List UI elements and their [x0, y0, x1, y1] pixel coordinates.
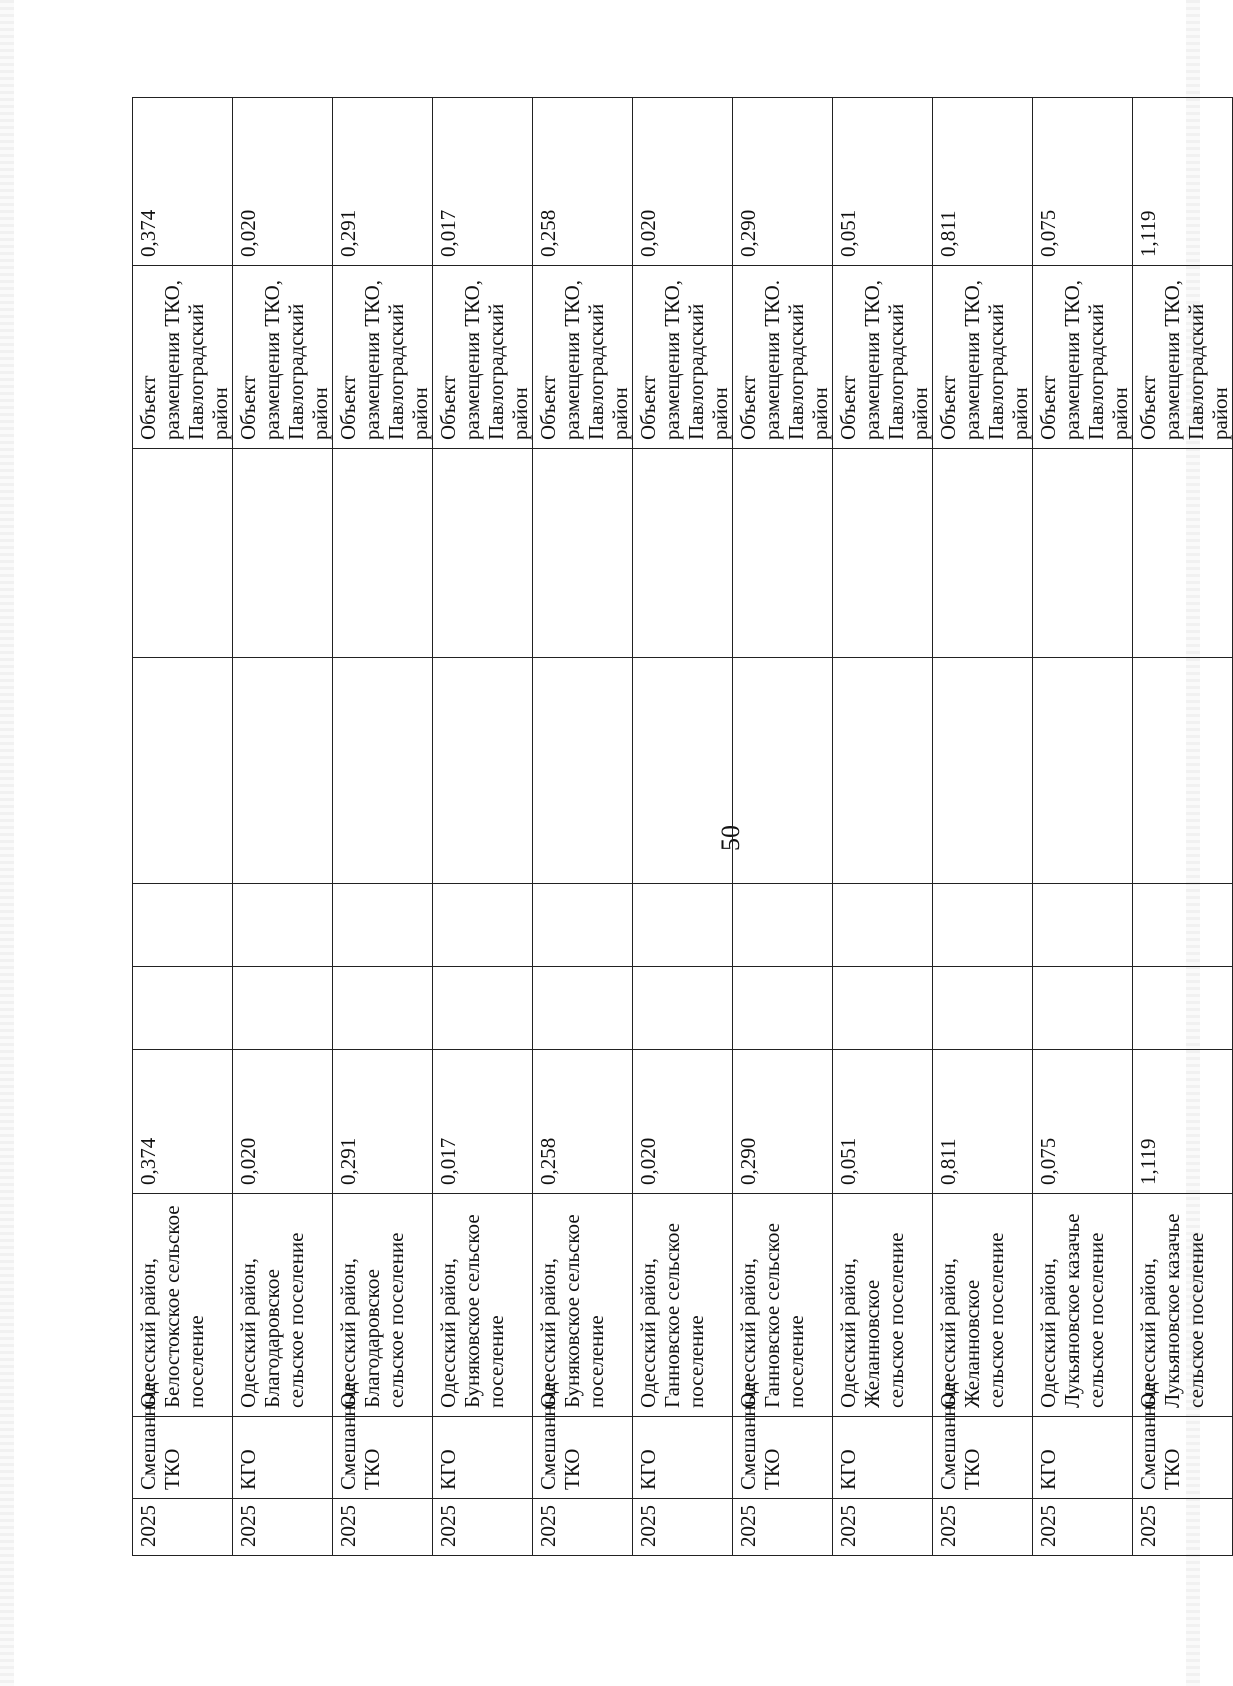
amount-cell: 0,291 — [333, 1050, 433, 1194]
empty-cell — [333, 884, 433, 967]
empty-cell — [833, 967, 933, 1050]
destination-cell: Объект размещения ТКО, Павлоградский район — [433, 266, 533, 449]
source-location-cell: Одесский район, Желанновское сельское поселение — [833, 1194, 933, 1417]
empty-cell — [233, 449, 333, 658]
source-location-cell: Одесский район, Лукьяновское казачье сельское поселение — [1033, 1194, 1133, 1417]
empty-cell — [1033, 658, 1133, 884]
source-location-cell: Одесский район, Благодаровское сельское поселение — [333, 1194, 433, 1417]
empty-cell — [933, 967, 1033, 1050]
source-location-cell: Одесский район, Ганновское сельское поселение — [733, 1194, 833, 1417]
destination-amount-cell: 0,020 — [233, 98, 333, 266]
table-row — [433, 98, 533, 1556]
table-row — [333, 98, 433, 1556]
destination-cell: Объект размещения ТКО, Павлоградский район — [233, 266, 333, 449]
table-row — [933, 98, 1033, 1556]
destination-amount-cell: 0,075 — [1033, 98, 1133, 266]
destination-amount-cell: 0,258 — [533, 98, 633, 266]
empty-cell — [433, 884, 533, 967]
source-location-cell: Одесский район, Белостокское сельское поселение — [133, 1194, 233, 1417]
waste-type-cell: Смешанные ТКО — [533, 1417, 633, 1499]
empty-cell — [233, 658, 333, 884]
empty-cell — [1033, 449, 1133, 658]
waste-type-cell: КГО — [233, 1417, 333, 1499]
scan-edge-left — [0, 0, 14, 1686]
empty-cell — [133, 967, 233, 1050]
empty-cell — [533, 884, 633, 967]
empty-cell — [833, 658, 933, 884]
destination-cell: Объект размещения ТКО, Павлоградский район — [133, 266, 233, 449]
table-row — [133, 98, 233, 1556]
empty-cell — [133, 658, 233, 884]
amount-cell: 0,017 — [433, 1050, 533, 1194]
waste-flow-table — [132, 97, 1233, 1556]
source-location-cell: Одесский район, Желанновское сельское поселение — [933, 1194, 1033, 1417]
year-cell: 2025 — [433, 1499, 533, 1556]
amount-cell: 0,258 — [533, 1050, 633, 1194]
destination-cell: Объект размещения ТКО, Павлоградский район — [1133, 266, 1233, 449]
destination-cell: Объект размещения ТКО, Павлоградский район — [633, 266, 733, 449]
destination-amount-cell: 0,291 — [333, 98, 433, 266]
empty-cell — [333, 967, 433, 1050]
table-body — [133, 98, 1233, 1556]
empty-cell — [1033, 967, 1133, 1050]
empty-cell — [133, 884, 233, 967]
amount-cell: 0,020 — [233, 1050, 333, 1194]
empty-cell — [933, 449, 1033, 658]
waste-type-cell: Смешанные ТКО — [733, 1417, 833, 1499]
empty-cell — [633, 967, 733, 1050]
destination-cell: Объект размещения ТКО, Павлоградский район — [533, 266, 633, 449]
destination-cell: Объект размещения ТКО. Павлоградский район — [733, 266, 833, 449]
table-row — [733, 98, 833, 1556]
waste-type-cell: Смешанные ТКО — [133, 1417, 233, 1499]
amount-cell: 0,374 — [133, 1050, 233, 1194]
amount-cell: 0,290 — [733, 1050, 833, 1194]
empty-cell — [433, 449, 533, 658]
destination-cell: Объект размещения ТКО, Павлоградский район — [1033, 266, 1133, 449]
year-cell: 2025 — [733, 1499, 833, 1556]
empty-cell — [1133, 449, 1233, 658]
empty-cell — [433, 967, 533, 1050]
empty-cell — [733, 884, 833, 967]
table-row — [1133, 98, 1233, 1556]
empty-cell — [233, 884, 333, 967]
destination-amount-cell: 0,020 — [633, 98, 733, 266]
year-cell: 2025 — [533, 1499, 633, 1556]
waste-type-cell: КГО — [433, 1417, 533, 1499]
empty-cell — [633, 658, 733, 884]
empty-cell — [833, 449, 933, 658]
waste-type-cell: КГО — [833, 1417, 933, 1499]
empty-cell — [1133, 884, 1233, 967]
page-number: 50 — [716, 825, 745, 851]
destination-amount-cell: 1,119 — [1133, 98, 1233, 266]
destination-cell: Объект размещения ТКО, Павлоградский район — [933, 266, 1033, 449]
waste-type-cell: КГО — [633, 1417, 733, 1499]
amount-cell: 0,811 — [933, 1050, 1033, 1194]
destination-amount-cell: 0,374 — [133, 98, 233, 266]
source-location-cell: Одесский район, Буняковское сельское поселение — [433, 1194, 533, 1417]
empty-cell — [333, 449, 433, 658]
empty-cell — [1133, 658, 1233, 884]
destination-amount-cell: 0,811 — [933, 98, 1033, 266]
empty-cell — [1133, 967, 1233, 1050]
source-location-cell: Одесский район, Благодаровское сельское поселение — [233, 1194, 333, 1417]
table-row — [833, 98, 933, 1556]
year-cell: 2025 — [1133, 1499, 1233, 1556]
empty-cell — [633, 449, 733, 658]
year-cell: 2025 — [133, 1499, 233, 1556]
waste-type-cell: Смешанные ТКО — [333, 1417, 433, 1499]
empty-cell — [733, 449, 833, 658]
empty-cell — [533, 967, 633, 1050]
empty-cell — [233, 967, 333, 1050]
source-location-cell: Одесский район, Лукьяновское казачье сельское поселение — [1133, 1194, 1233, 1417]
table-row — [633, 98, 733, 1556]
year-cell: 2025 — [633, 1499, 733, 1556]
table-row — [533, 98, 633, 1556]
empty-cell — [333, 658, 433, 884]
year-cell: 2025 — [333, 1499, 433, 1556]
destination-amount-cell: 0,017 — [433, 98, 533, 266]
rotated-table-container — [132, 98, 1232, 1556]
waste-type-cell: КГО — [1033, 1417, 1133, 1499]
empty-cell — [1033, 884, 1133, 967]
empty-cell — [133, 449, 233, 658]
destination-amount-cell: 0,290 — [733, 98, 833, 266]
amount-cell: 1,119 — [1133, 1050, 1233, 1194]
waste-type-cell: Смешанные ТКО — [1133, 1417, 1233, 1499]
amount-cell: 0,051 — [833, 1050, 933, 1194]
table-row — [1033, 98, 1133, 1556]
destination-amount-cell: 0,051 — [833, 98, 933, 266]
waste-type-cell: Смешанные ТКО — [933, 1417, 1033, 1499]
empty-cell — [933, 884, 1033, 967]
year-cell: 2025 — [933, 1499, 1033, 1556]
empty-cell — [733, 967, 833, 1050]
empty-cell — [933, 658, 1033, 884]
empty-cell — [533, 449, 633, 658]
empty-cell — [433, 658, 533, 884]
amount-cell: 0,075 — [1033, 1050, 1133, 1194]
year-cell: 2025 — [233, 1499, 333, 1556]
destination-cell: Объект размещения ТКО, Павлоградский район — [833, 266, 933, 449]
year-cell: 2025 — [1033, 1499, 1133, 1556]
source-location-cell: Одесский район, Ганновское сельское поселение — [633, 1194, 733, 1417]
table-row — [233, 98, 333, 1556]
empty-cell — [833, 884, 933, 967]
empty-cell — [633, 884, 733, 967]
source-location-cell: Одесский район, Буняковское сельское поселение — [533, 1194, 633, 1417]
empty-cell — [733, 658, 833, 884]
amount-cell: 0,020 — [633, 1050, 733, 1194]
year-cell: 2025 — [833, 1499, 933, 1556]
empty-cell — [533, 658, 633, 884]
destination-cell: Объект размещения ТКО, Павлоградский район — [333, 266, 433, 449]
